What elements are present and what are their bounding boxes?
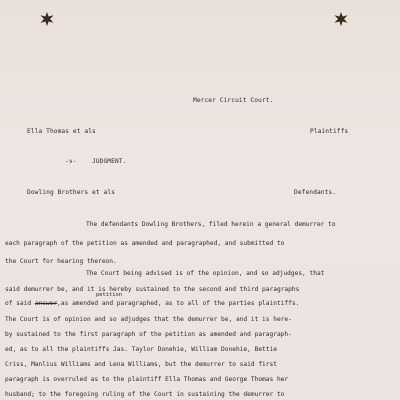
body-line-5: said demurrer be, and it is hereby sustained to the second and third paragraphs [5, 286, 300, 293]
body-line-8: by sustained to the first paragraph of the petition as amended and paragraph- [5, 331, 292, 338]
binding-hole-left-icon [40, 12, 54, 26]
body-line-3: the Court for hearing thereon. [5, 258, 117, 265]
body-line-6 [5, 300, 397, 307]
body-line-11: paragraph is overruled as to the plaintiff Ella Thomas and George Thomas her [5, 376, 289, 383]
defendants-label: Defendants. [294, 189, 337, 196]
handwritten-insert: petition [96, 292, 122, 298]
body-line-12: husband; to the foregoing ruling of the Court in sustaining the demurrer to [5, 391, 285, 398]
plaintiffs-name: Ella Thomas et als [27, 128, 96, 135]
body-line-2: each paragraph of the petition as amended and paragraphed, and submitted to [5, 240, 285, 247]
judgment-title: JUDGMENT. [92, 158, 127, 165]
body-line-6-start: of said [5, 300, 35, 307]
binding-hole-right-icon [334, 12, 348, 26]
plaintiffs-label: Plaintiffs [310, 128, 349, 135]
body-line-7: The Court is of opinion and so adjudges that the demurrer be, and it is here- [5, 316, 292, 323]
body-line-6-end: ,as amended and paragraphed, as to all of the parties plaintiffs. [57, 300, 300, 307]
body-line-4: The Court being advised is of the opinion, and so adjudges, that [86, 270, 325, 277]
defendants-name: Dowling Brothers et als [27, 189, 115, 196]
court-name: Mercer Circuit Court. [193, 97, 274, 104]
body-line-9: ed, as to all the plaintiffs Jas. Taylor Donehie, William Donehie, Bettie [5, 346, 277, 353]
struck-word: answer [34, 300, 58, 307]
body-line-1: The defendants Dowling Brothers, filed herein a general demurrer to [86, 221, 336, 228]
body-line-10: Criss, Manlius Williams and Lena Williams, but the demurrer to said first [5, 361, 277, 368]
versus-text: -v- [65, 158, 77, 165]
